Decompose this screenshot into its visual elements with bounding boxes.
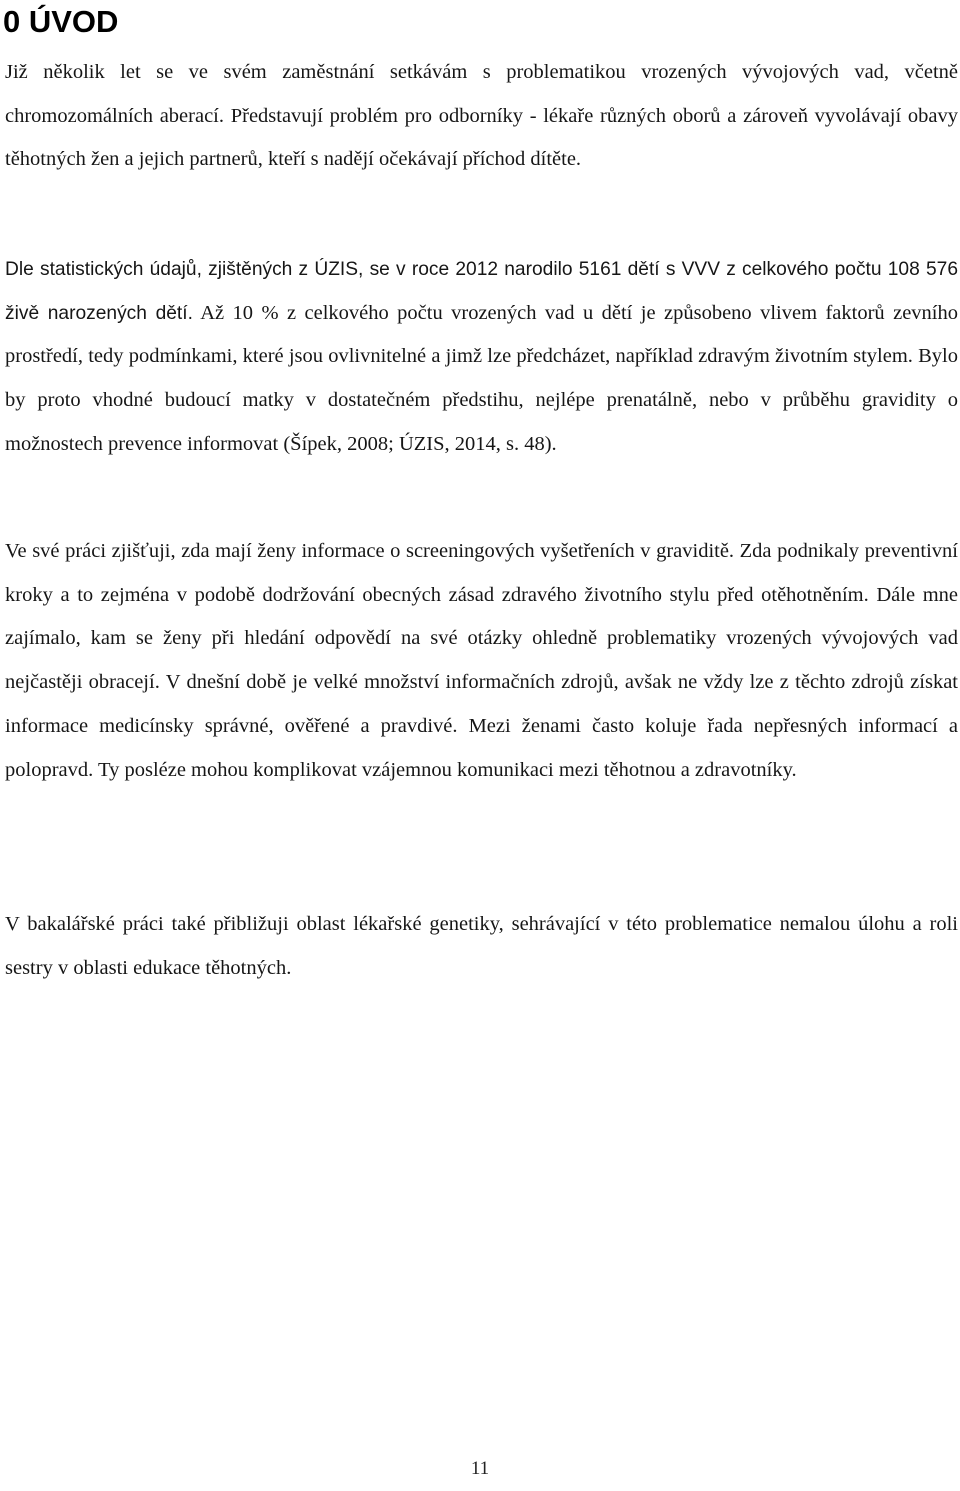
paragraph-intro: Již několik let se ve svém zaměstnání setkávám s problematikou vrozených vývojových vad, včetně chromozomálních aberací. Představují problém pro odborníky - lékaře různých oborů a zároveň vyvolávají obavy těhotných žen a jejich partnerů, kteří s nadějí očekávají příchod dítěte.: [5, 61, 958, 171]
statistics-continuation: Až 10 % z celkového počtu vrozených vad u dětí je způsobeno vlivem faktorů zevního prostředí, tedy podmínkami, které jsou ovlivnitelné a jimž lze předcházet, například zdravým životním stylem. Bylo by proto vhodné budoucí matky v dostatečném předstihu, nejlépe prenatálně, nebo v průběhu gravidity o možnostech prevence informovat (Šípek, 2008; ÚZIS, 2014, s. 48).: [5, 301, 958, 455]
page-number: 11: [470, 1458, 490, 1479]
paragraph-statistics: [5, 248, 958, 467]
paragraph-genetics: V bakalářské práci také přibližuji oblast lékařské genetiky, sehrávající v této problematice nemalou úlohu a roli sestry v oblasti edukace těhotných.: [5, 913, 958, 979]
paragraph-aims: Ve své práci zjišťuji, zda mají ženy informace o screeningových vyšetřeních v graviditě. Zda podnikaly preventivní kroky a to zejména v podobě dodržování obecných zásad zdravého životního stylu před otěhotněním. Dále mne zajímalo, kam se ženy při hledání odpovědí na své otázky ohledně problematiky vrozených vývojových vad nejčastěji obracejí. V dnešní době je velké množství informačních zdrojů, avšak ne vždy lze z těchto zdrojů získat informace medicínsky správné, ověřené a pravdivé. Mezi ženami často koluje řada nepřesných informací a polopravd. Ty posléze mohou komplikovat vzájemnou komunikaci mezi těhotnou a zdravotníky.: [5, 540, 958, 781]
statistics-sentence: Dle statistických údajů, zjištěných z ÚZIS, se v roce 2012 narodilo 5161 dětí s VVV z celkového počtu 108 576 živě narozených dětí.: [5, 259, 958, 324]
chapter-heading: 0 ÚVOD: [3, 4, 119, 39]
